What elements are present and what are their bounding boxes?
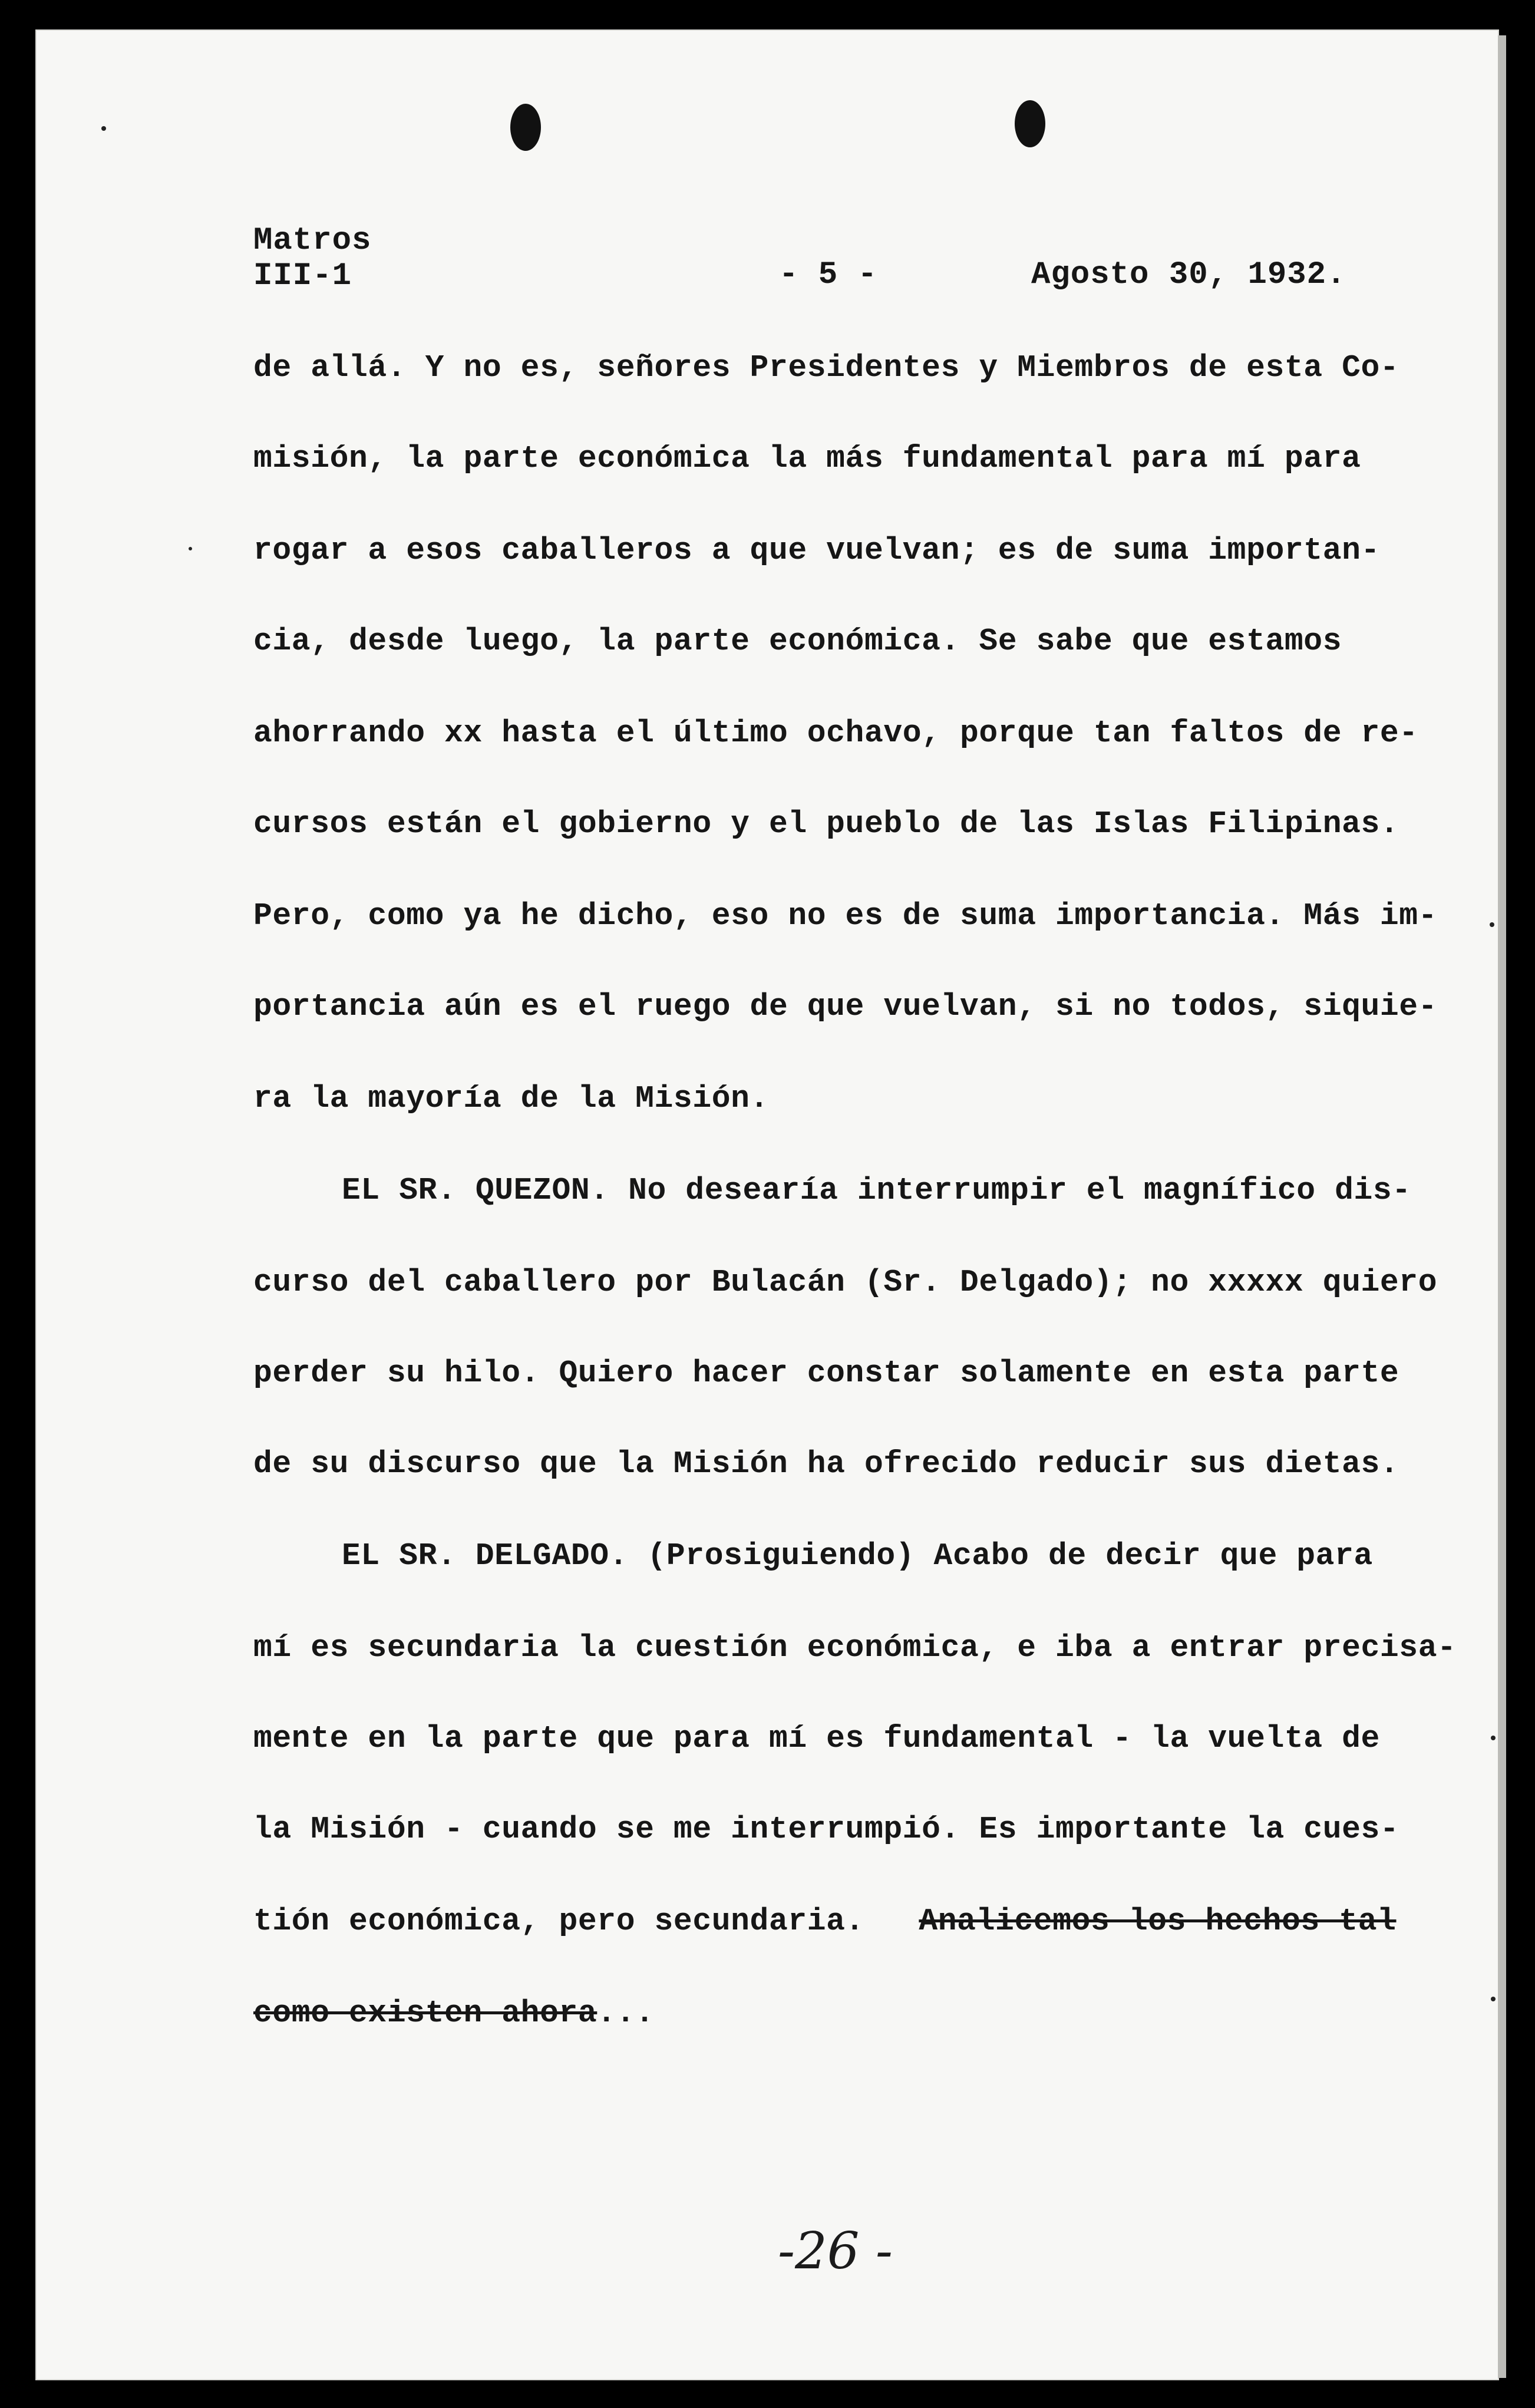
line-text: mente en la parte que para mí es fundamental - la vuelta de bbox=[253, 1721, 1380, 1756]
line-text: de allá. Y no es, señores Presidentes y Miembros de esta Co- bbox=[253, 350, 1399, 385]
ellipsis: ... bbox=[597, 1995, 655, 2031]
line-text: Pero, como ya he dicho, eso no es de suma importancia. Más im- bbox=[253, 898, 1438, 933]
body-line-10 bbox=[342, 1173, 1411, 1208]
body-line-4 bbox=[253, 626, 1373, 657]
header-section: III-1 bbox=[253, 258, 352, 294]
body-line-7 bbox=[253, 898, 1438, 933]
struck-text: como existen ahora bbox=[253, 1995, 598, 2031]
line-text: ahorrando xx hasta el último ochavo, porque tan faltos de re- bbox=[253, 715, 1418, 751]
body-line-1 bbox=[253, 350, 1399, 385]
body-line-2 bbox=[253, 443, 1373, 474]
body-line-12 bbox=[253, 1355, 1399, 1391]
punch-hole-left bbox=[510, 104, 541, 151]
body-line-9 bbox=[253, 1083, 1373, 1114]
line-text: perder su hilo. Quiero hacer constar solamente en esta parte bbox=[253, 1355, 1399, 1391]
line-text: ra la mayoría de la Misión. bbox=[253, 1081, 769, 1116]
speck bbox=[101, 126, 106, 131]
body-line-14 bbox=[342, 1538, 1373, 1574]
body-line-18 bbox=[253, 1904, 1397, 1939]
body-line-16 bbox=[253, 1721, 1380, 1756]
struck-text: Analicemos los hechos tal bbox=[919, 1904, 1397, 1939]
line-text: tión económica, pero secundaria. bbox=[253, 1904, 864, 1939]
speck bbox=[1491, 1736, 1496, 1740]
speck bbox=[1491, 1997, 1496, 2001]
page-edge bbox=[1498, 35, 1506, 2378]
body-line-17 bbox=[253, 1812, 1399, 1847]
body-line-19 bbox=[253, 1995, 1373, 2031]
body-line-11 bbox=[253, 1265, 1438, 1300]
header-name: Matros bbox=[253, 223, 372, 259]
speck bbox=[189, 547, 192, 550]
line-text: EL SR. DELGADO. (Prosiguiendo) Acabo de decir que para bbox=[342, 1538, 1373, 1574]
body-line-15 bbox=[253, 1630, 1457, 1665]
line-text: EL SR. QUEZON. No desearía interrumpir el magnífico dis- bbox=[342, 1173, 1411, 1208]
line-text: mí es secundaria la cuestión económica, e iba a entrar precisa- bbox=[253, 1630, 1457, 1665]
body-line-8 bbox=[253, 989, 1438, 1024]
speck bbox=[1490, 922, 1494, 927]
line-text: cia, desde luego, la parte económica. Se sabe que estamos bbox=[253, 624, 1342, 659]
line-text: misión, la parte económica la más fundamental para mí para bbox=[253, 441, 1361, 476]
line-text: rogar a esos caballeros a que vuelvan; es de suma importan- bbox=[253, 533, 1380, 568]
body-line-6 bbox=[253, 806, 1399, 842]
line-text: de su discurso que la Misión ha ofrecido reducir sus dietas. bbox=[253, 1446, 1399, 1482]
body-line-3 bbox=[253, 533, 1380, 568]
line-text: portancia aún es el ruego de que vuelvan, si no todos, siquie- bbox=[253, 989, 1438, 1024]
header-date: Agosto 30, 1932. bbox=[1031, 257, 1346, 293]
line-text: curso del caballero por Bulacán (Sr. Delgado); no xxxxx quiero bbox=[253, 1265, 1438, 1300]
line-text: cursos están el gobierno y el pueblo de las Islas Filipinas. bbox=[253, 806, 1399, 842]
body-line-5 bbox=[253, 715, 1418, 751]
punch-hole-right bbox=[1015, 100, 1045, 147]
header-page-number: - 5 - bbox=[779, 257, 878, 293]
body-line-13 bbox=[253, 1446, 1399, 1482]
handwritten-page-number: -26 - bbox=[778, 2222, 893, 2281]
line-text: la Misión - cuando se me interrumpió. Es importante la cues- bbox=[253, 1812, 1399, 1847]
